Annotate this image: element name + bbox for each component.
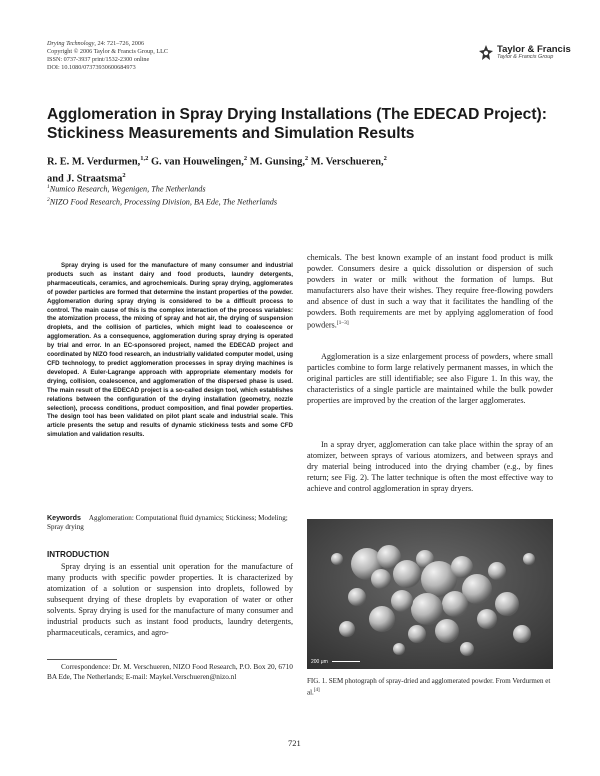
author-affil-sup: 2	[383, 155, 387, 162]
author-name: M. Verschueren,	[308, 156, 384, 168]
body-paragraph: Agglomeration is a size enlargement process of powders, where small particles combine to form large relatively permanent masses, in which the original particles are still identifiable; see also Figure 1. In this way, the characteristics of a single particle are maintained while the bulk powder properties are improved by the creation of the larger agglomerates.	[307, 352, 553, 405]
author-name: M. Gunsing,	[247, 156, 305, 168]
author-affil-sup: 2	[122, 172, 126, 180]
body-paragraph	[307, 252, 553, 331]
body-paragraph: In a spray dryer, agglomeration can take place within the spray of an atomizer, between sprays of various atomizers, and between sprays and dry material being introduced into the drying chamber (e.g., by fines return; see Fig. 2). The latter technique is often the most effective way to achieve and control agglomeration in spray dryers.	[307, 440, 553, 493]
journal-doi: DOI: 10.1080/07373930600684973	[47, 64, 136, 71]
journal-volume: , 24: 721–726, 2006	[94, 40, 145, 47]
body-text: chemicals. The best known example of an instant food product is milk powder. Consumers desire a quick dissolution or dispersion of such powders in water or milk without the formation of lumps. But manufacturers also have their wishes. They require free-flowing powders and absence of dust in such a way that it facilitates the handling of the powders. Both requirements are met by applying agglomeration of food powders.	[307, 253, 553, 330]
journal-issn: ISSN: 0737-3937 print/1532-2300 online	[47, 56, 150, 63]
intro-paragraph: Spray drying is an essential unit operation for the manufacture of many products with specific powder properties. It is characterized by atomization of a solution or suspension into droplets, followed by subsequent drying of these droplets by evaporation of water or other solvents. Spray drying is used for the manufacture of many consumer and industrial products such as instant food products, laundry detergents, pharmaceuticals, ceramics, and agro-	[47, 562, 293, 637]
keywords-text: Agglomeration: Computational fluid dynamics; Stickiness; Modeling; Spray drying	[47, 514, 288, 532]
publisher-name: Taylor & Francis	[497, 44, 571, 55]
figure-caption	[307, 677, 553, 697]
author-name: G. van Houwelingen,	[148, 156, 244, 168]
section-heading: INTRODUCTION	[47, 550, 110, 559]
page-number: 721	[288, 738, 301, 748]
journal-info	[47, 40, 168, 72]
affiliation-item	[47, 195, 277, 208]
affiliation-text: NIZO Food Research, Processing Division, BA Ede, The Netherlands	[49, 197, 278, 207]
scale-label: 200 μm	[311, 659, 328, 665]
author-affil-sup: 2	[304, 155, 309, 162]
affiliation-sup: 2	[47, 197, 50, 204]
author-affil-sup: 1,2	[140, 155, 149, 162]
article-title: Agglomeration in Spray Drying Installations (The EDECAD Project): Stickiness Measurements and Simulation Results	[47, 106, 547, 142]
author-affil-sup: 2	[243, 155, 248, 162]
scale-line	[332, 661, 360, 663]
scale-bar	[311, 659, 360, 665]
affiliations	[47, 182, 277, 208]
journal-title: Drying Technology	[47, 40, 95, 47]
keywords-label: Keywords	[47, 514, 81, 522]
keywords	[47, 514, 293, 532]
sem-image	[307, 519, 553, 669]
citation: [1–3]	[336, 320, 349, 326]
author-name: R. E. M. Verdurmen,	[47, 156, 141, 168]
footnote-divider	[47, 659, 117, 660]
journal-copyright: Copyright © 2006 Taylor & Francis Group, LLC	[47, 48, 169, 55]
publisher-logo-icon	[477, 44, 495, 62]
publisher-logo	[477, 44, 571, 62]
affiliation-text: Numico Research, Wegenigen, The Netherlands	[49, 184, 206, 194]
caption-text: FIG. 1. SEM photograph of spray-dried and agglomerated powder. From Verdurmen et al.	[307, 677, 551, 697]
abstract: Spray drying is used for the manufacture of many consumer and industrial products such as instant dairy and food products, laundry detergents, pharmaceuticals, ceramics, and agrochemicals. During spray drying, agglomerates of powder particles are formed that determine the instant properties of the powder. Agglomeration during spray drying is considered to be a difficult process to control. The main cause of this is the complex interaction of the process variables: the atomization process, the mixing of spray and hot air, the drying of suspension droplets, and the collision of particles, which might lead to coalescence or agglomeration. As a consequence, agglomeration during spray drying is operated by trial and error. In an EC-sponsored project, named the EDECAD project and coordinated by NIZO food research, an industrially validated computer model, using CFD technology, to predict agglomeration processes in spray drying machines is developed. A Euler-Lagrange approach with appropriate elementary models for drying, collision, coalescence, and agglomeration of the dispersed phase is used. The main result of the EDECAD project is a so-called design tool, which establishes relations between the configuration of the drying installation (geometry, nozzle selection), process conditions, product composition, and final powder properties. The design tool has been validated on pilot plant scale and industrial scale. This article presents the setup and results of dynamic stickiness tests and some CFD simulation and validation results.	[47, 262, 293, 439]
author-name: and J. Straatsma	[47, 173, 123, 185]
affiliation-item	[47, 182, 277, 195]
citation: [4]	[313, 688, 320, 693]
affiliation-sup: 1	[47, 184, 50, 190]
correspondence-note: Correspondence: Dr. M. Verschueren, NIZO Food Research, P.O. Box 20, 6710 BA Ede, The Netherlands; E-mail: Maykel.Verschueren@nizo.nl	[47, 662, 293, 681]
sem-photograph	[307, 519, 553, 669]
publisher-subname: Taylor & Francis Group	[497, 54, 554, 60]
